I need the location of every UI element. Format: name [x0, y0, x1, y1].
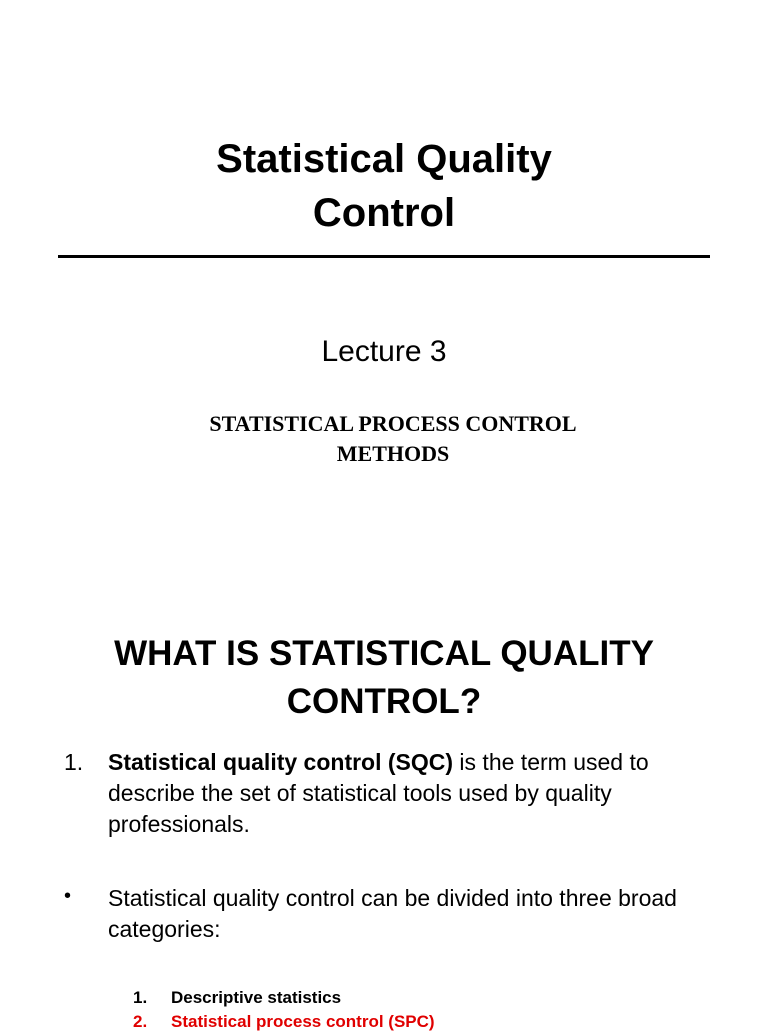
list-item-sqc-definition: [64, 747, 724, 847]
category-item-spc: [133, 1010, 693, 1034]
category-item-descriptive-statistics: [133, 986, 693, 1010]
section-heading-line-2: CONTROL?: [286, 682, 482, 721]
category-list: [133, 986, 693, 1034]
list-item-categories: [64, 883, 724, 953]
document-title: [0, 132, 768, 240]
category-label: Descriptive statistics: [171, 988, 342, 1007]
sqc-term: Statistical quality control (SQC): [108, 749, 454, 775]
section-heading-line-1: WHAT IS STATISTICAL QUALITY: [114, 634, 654, 673]
bullet-icon: •: [64, 885, 72, 907]
list-item-text: Statistical quality control can be divided into three broad categories:: [108, 885, 677, 942]
document-title-line-1: Statistical Quality: [216, 137, 552, 181]
category-label: Statistical process control (SPC): [171, 1012, 435, 1031]
document-subtitle-line-2: METHODS: [336, 441, 450, 466]
lecture-label: Lecture 3: [321, 335, 447, 368]
list-item-text: [108, 747, 708, 840]
document-subtitle: [0, 409, 768, 469]
category-number: 1.: [133, 988, 148, 1007]
category-number: 2.: [133, 1012, 148, 1031]
sqc-definition-text: is the term used to describe the set of statistical tools used by quality professionals.: [108, 749, 649, 837]
title-divider: [58, 255, 710, 258]
document-title-line-2: Control: [312, 191, 456, 235]
section-heading: [0, 630, 768, 726]
list-number: 1.: [64, 749, 84, 775]
document-subtitle-line-1: STATISTICAL PROCESS CONTROL: [209, 411, 577, 436]
